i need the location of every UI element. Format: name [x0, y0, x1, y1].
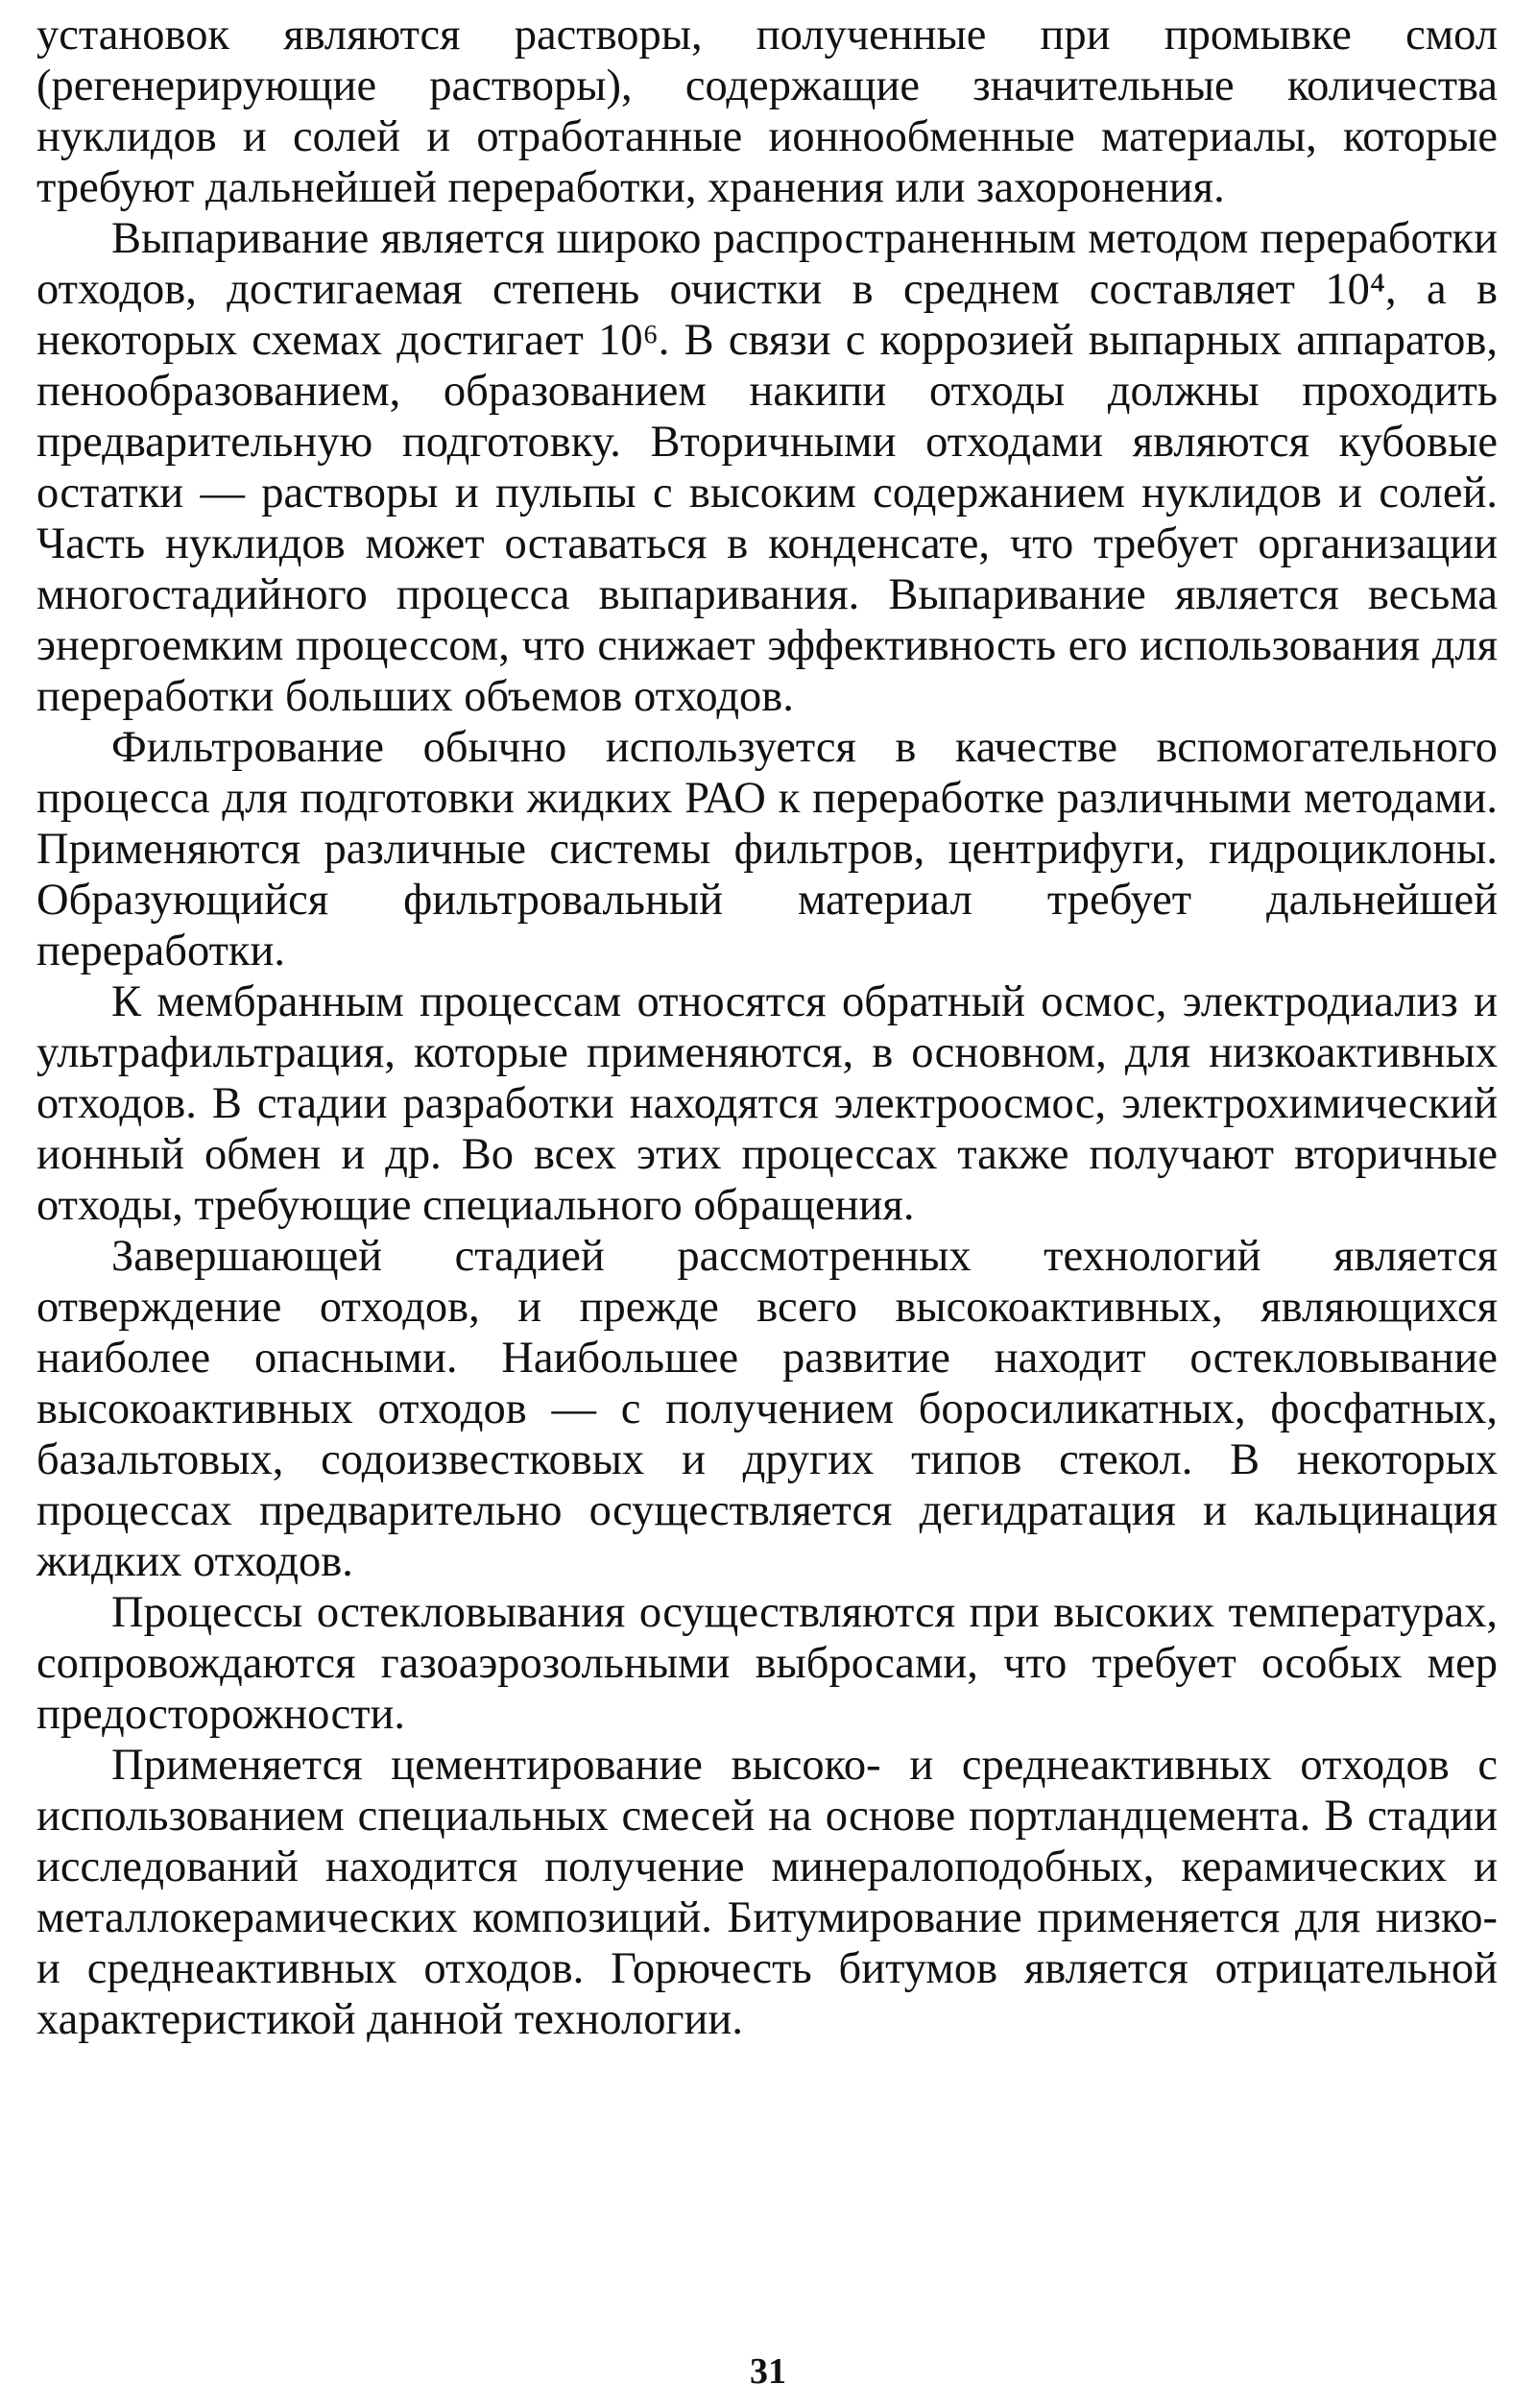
paragraph-cementation: Применяется цементирование высоко- и среднеактивных отходов с использованием специальных смесей на основе портландцемента. В стадии исследований находится получение минералоподобных, керамических и металлокерамических композиций. Битумирование применяется для низко- и среднеактивных отходов. Горючесть битумов является отрицательной характеристикой данной технологии.	[36, 1741, 1498, 2044]
paragraph-filtration: Фильтрование обычно используется в качестве вспомогательного процесса для подготовки жидких РАО к переработке различными методами. Применяются различные системы фильтров, центрифуги, гидроциклоны. Образующийся фильтровальный материал требует дальнейшей переработки.	[36, 723, 1498, 975]
paragraph-membrane-processes: К мембранным процессам относятся обратный осмос, электродиализ и ультрафильтрация, которые применяются, в основном, для низкоактивных отходов. В стадии разработки находятся электроосмос, электрохимический ионный обмен и др. Во всех этих процессах также получают вторичные отходы, требующие специального обращения.	[36, 977, 1498, 1230]
paragraph-continuation: установок являются растворы, полученные при промывке смол (регенерирующие растворы), содержащие значительные количества нуклидов и солей и отработанные ионнообменные материалы, которые требуют дальнейшей переработки, хранения или захоронения.	[36, 11, 1498, 212]
paragraph-evaporation: Выпаривание является широко распространенным методом переработки отходов, достигаемая степень очистки в среднем составляет 10⁴, а в некоторых схемах достигает 10⁶. В связи с коррозией выпарных аппаратов, пенообразованием, образованием накипи отходы должны проходить предварительную подготовку. Вторичными отходами являются кубовые остатки — растворы и пульпы с высоким содержанием нуклидов и солей. Часть нуклидов может оставаться в конденсате, что требует организации многостадийного процесса выпаривания. Выпаривание является весьма энергоемким процессом, что снижает эффективность его использования для переработки больших объемов отходов.	[36, 214, 1498, 721]
page-number: 31	[750, 2351, 786, 2392]
book-page	[36, 10, 1498, 2352]
paragraph-solidification: Завершающей стадией рассмотренных технологий является отверждение отходов, и прежде всего высокоактивных, являющихся наиболее опасными. Наибольшее развитие находит остекловывание высокоактивных отходов — с получением боросиликатных, фосфатных, базальтовых, содоизвестковых и других типов стекол. В некоторых процессах предварительно осуществляется дегидратация и кальцинация жидких отходов.	[36, 1232, 1498, 1586]
paragraph-vitrification: Процессы остекловывания осуществляются при высоких температурах, сопровождаются газоаэрозольными выбросами, что требует особых мер предосторожности.	[36, 1588, 1498, 1739]
